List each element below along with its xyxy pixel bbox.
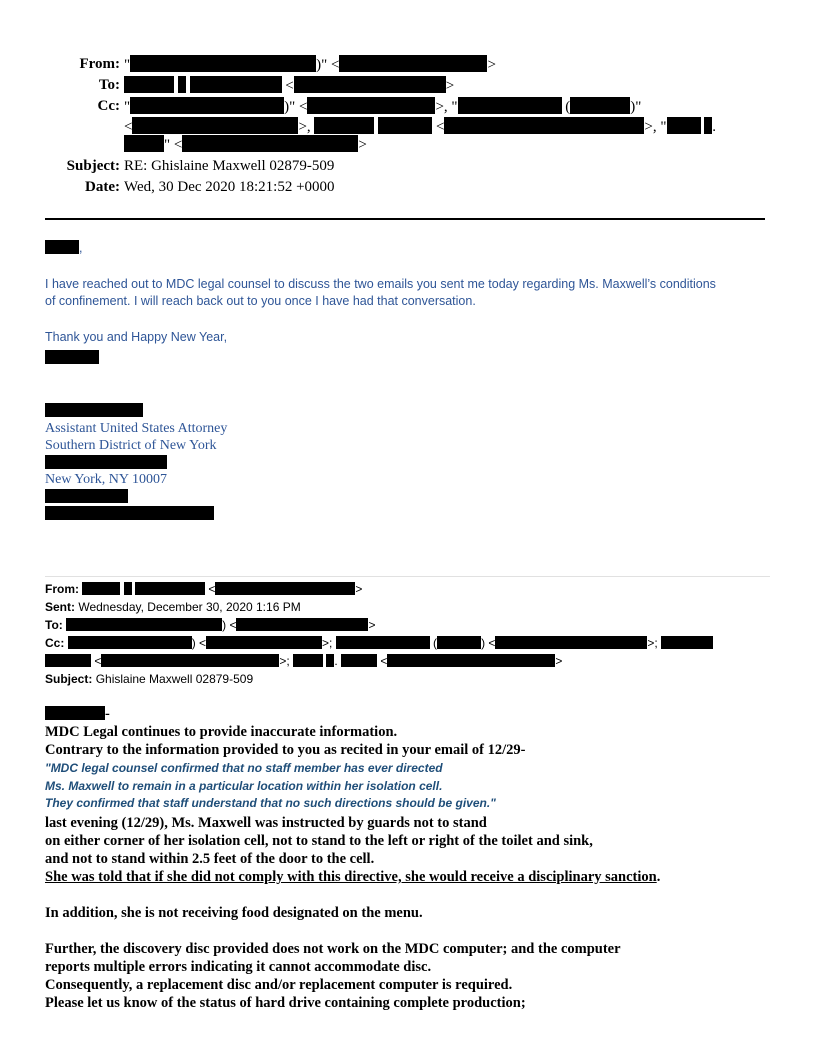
redacted-name <box>45 350 99 364</box>
subject-value: RE: Ghislaine Maxwell 02879-509 <box>124 158 335 174</box>
quoted-cc-line2: < >; . < > <box>45 652 562 670</box>
header-divider <box>45 218 765 220</box>
quoted-sent: Sent: Wednesday, December 30, 2020 1:16 PM <box>45 600 301 614</box>
redacted-address <box>45 455 167 469</box>
quoted-subject: Subject: Ghislaine Maxwell 02879-509 <box>45 672 254 686</box>
date-value: Wed, 30 Dec 2020 18:21:52 +0000 <box>124 179 335 195</box>
reply-closing: Thank you and Happy New Year, <box>45 330 228 344</box>
cc-label: Cc: <box>97 98 120 114</box>
quoted-line7: In addition, she is not receiving food designated on the menu. <box>45 905 423 921</box>
quoted-quote-line3: They confirmed that staff understand that no such directions should be given." <box>45 796 496 810</box>
redacted-email <box>45 506 214 520</box>
quoted-line10: Consequently, a replacement disc and/or replacement computer is required. <box>45 977 513 993</box>
to-label: To: <box>98 77 120 93</box>
quoted-line9: reports multiple errors indicating it cannot accommodate disc. <box>45 959 432 975</box>
quoted-line11: Please let us know of the status of hard drive containing complete production; <box>45 995 526 1011</box>
reply-greeting: , <box>45 240 82 257</box>
cc-value-line2: < >, < >, " . <box>124 119 716 135</box>
quoted-line5: and not to stand within 2.5 feet of the door to the cell. <box>45 851 375 867</box>
quoted-cc-line1: Cc: ) < >; ( ) < >; <box>45 634 713 652</box>
cc-value-line3: " < > <box>124 135 367 154</box>
quoted-line3: last evening (12/29), Ms. Maxwell was instructed by guards not to stand <box>45 815 487 831</box>
quote-divider <box>45 576 770 577</box>
subject-label: Subject: <box>66 158 120 174</box>
signature-city: New York, NY 10007 <box>45 472 167 487</box>
redacted-phone <box>45 489 128 503</box>
to-value: < > <box>124 76 454 95</box>
quoted-from: From: < > <box>45 582 363 596</box>
quoted-to: To: ) < > <box>45 618 376 632</box>
date-label: Date: <box>85 179 120 195</box>
quoted-line4: on either corner of her isolation cell, not to stand to the left or right of the toilet and sink, <box>45 833 593 849</box>
quoted-line1: MDC Legal continues to provide inaccurate information. <box>45 724 398 740</box>
from-label: From: <box>79 56 120 72</box>
from-value: " )" < > <box>124 57 496 73</box>
quoted-line8: Further, the discovery disc provided does not work on the MDC computer; and the computer <box>45 941 621 957</box>
reply-paragraph: I have reached out to MDC legal counsel to discuss the two emails you sent me today regarding Ms. Maxwell’s conditions of confinement. I will reach back out to you once I have had that conversation. <box>45 277 716 308</box>
redacted-signature-name <box>45 403 143 417</box>
quoted-line2: Contrary to the information provided to you as recited in your email of 12/29- <box>45 742 526 758</box>
signature-title: Assistant United States Attorney <box>45 421 228 436</box>
cc-value-line1: " )" < >, " ( )" <box>124 99 642 115</box>
signature-office: Southern District of New York <box>45 438 217 453</box>
quoted-greeting: - <box>45 706 110 724</box>
quoted-quote-line1: "MDC legal counsel confirmed that no staff member has ever directed <box>45 761 443 775</box>
quoted-line6: She was told that if she did not comply with this directive, she would receive a disciplinary sanction. <box>45 869 661 885</box>
quoted-quote-line2: Ms. Maxwell to remain in a particular location within her isolation cell. <box>45 779 443 793</box>
